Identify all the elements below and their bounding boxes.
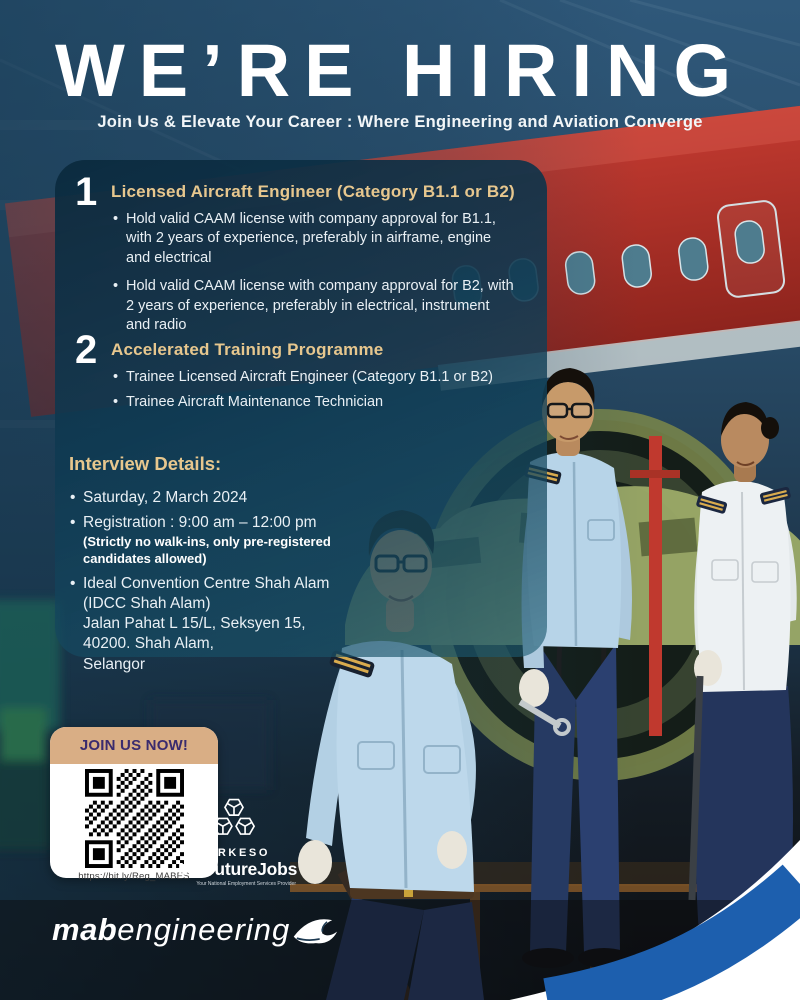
- position-2-roles: [112, 368, 542, 422]
- brand-mab: mab: [52, 912, 118, 947]
- requirement: • Hold valid CAAM license with company approval for B1.1, with 2 years of experience, preferably in airframe, engine and electrical: [112, 210, 516, 268]
- position-1-requirements: [112, 210, 516, 345]
- poster-title: WE’RE HIRING: [54, 29, 746, 112]
- perkeso-wordmark: PERKESO: [198, 847, 270, 859]
- venue-line: Selangor: [83, 655, 146, 673]
- position-2-title: Accelerated Training Programme: [111, 340, 384, 359]
- interview-date: • Saturday, 2 March 2024: [69, 488, 409, 508]
- position-1-number: 1: [75, 170, 98, 214]
- registration-note: (Strictly no walk-ins, only pre-registered candidates allowed): [83, 534, 331, 567]
- registration-url[interactable]: https://bit.ly/Reg_MABES: [78, 871, 190, 882]
- brand-engineering: engineering: [117, 912, 291, 947]
- perkeso-logo: [190, 795, 278, 859]
- position-2-number: 2: [75, 328, 98, 372]
- interview-registration: • Registration : 9:00 am – 12:00 pm: [69, 513, 409, 533]
- poster-subtitle: Join Us & Elevate Your Career : Where Engineering and Aviation Converge: [97, 113, 703, 131]
- position-1-title: Licensed Aircraft Engineer (Category B1.1 or B2): [111, 182, 515, 201]
- role: • Trainee Licensed Aircraft Engineer (Category B1.1 or B2): [112, 368, 542, 387]
- venue-line: (IDCC Shah Alam): [83, 595, 211, 613]
- qr-code: [85, 769, 184, 868]
- perkeso-cubes-icon: [211, 795, 257, 841]
- interview-details: [69, 488, 409, 675]
- interview-details-heading: Interview Details:: [69, 453, 222, 474]
- venue-line: 40200. Shah Alam,: [83, 635, 214, 653]
- vacancy-panel: [55, 160, 547, 673]
- venue-line: Jalan Pahat L 15/L, Seksyen 15,: [83, 615, 306, 633]
- join-us-now-banner: JOIN US NOW!: [50, 727, 218, 764]
- myfuturejobs-tagline: Your National Employment Services Provider: [196, 881, 296, 887]
- wau-kite-icon: [291, 912, 342, 948]
- interview-venue: • Ideal Convention Centre Shah Alam: [69, 574, 409, 594]
- mab-engineering-logo: [52, 912, 339, 948]
- myfuturejobs-logo: [178, 859, 296, 887]
- role: • Trainee Aircraft Maintenance Technician: [112, 393, 542, 412]
- requirement: • Hold valid CAAM license with company approval for B2, with 2 years of experience, preferably in electrical, instrument and radio: [112, 277, 516, 335]
- myfuturejobs-wordmark: MYFutureJobs: [178, 859, 298, 879]
